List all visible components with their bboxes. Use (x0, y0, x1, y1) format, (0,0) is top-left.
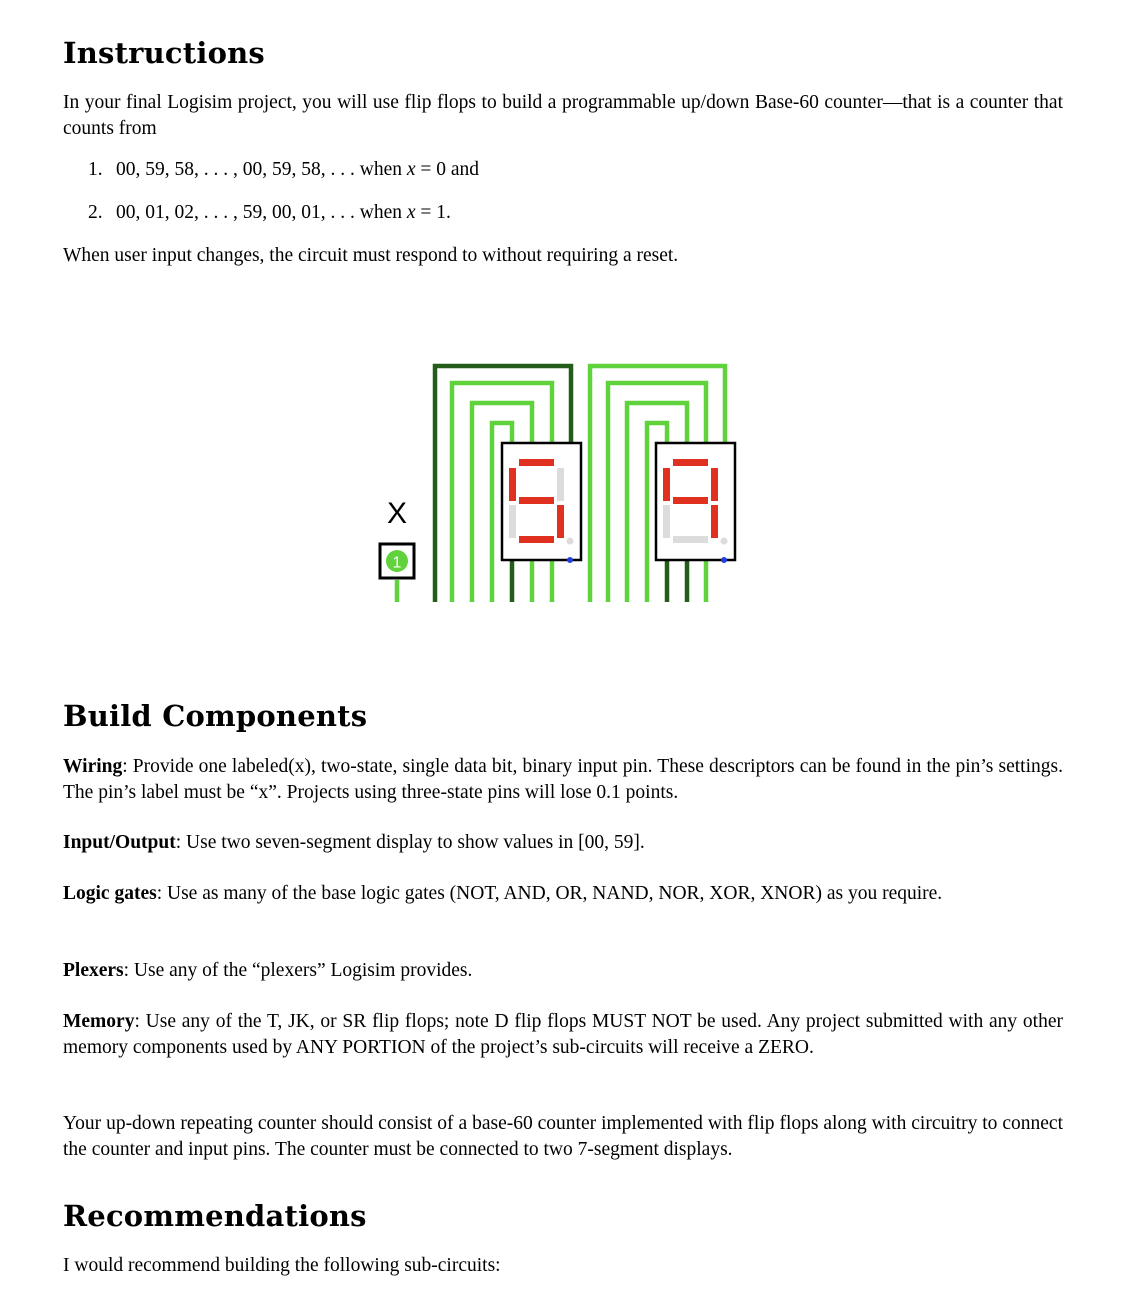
summary-paragraph: Your up-down repeating counter should consist of a base-60 counter implemented with flip flops along with circuitry to connect the counter and input pins. The counter must be connected to two 7-segment displays. (63, 1113, 1063, 1160)
condition: = 0 and (415, 159, 480, 180)
sequence-up: 00, 01, 02, . . . , 59, 00, 01, . . . (116, 202, 355, 223)
logic-paragraph (63, 881, 1063, 907)
segment-dp (567, 538, 574, 545)
segment-f (509, 468, 516, 501)
variable-x: x (406, 202, 416, 223)
segment-g (673, 497, 708, 504)
when-word: when (359, 159, 402, 180)
segment-d (673, 536, 708, 543)
instructions-heading: Instructions (63, 36, 265, 70)
io-text: : Use two seven-segment display to show values in [00, 59]. (175, 832, 645, 853)
io-label: Input/Output (63, 832, 176, 853)
io-paragraph (63, 830, 1063, 856)
segment-a (519, 459, 554, 466)
logic-text: : Use as many of the base logic gates (NOT, AND, OR, NAND, NOR, XOR, XNOR) as you require. (156, 883, 943, 904)
segment-d (519, 536, 554, 543)
memory-paragraph (63, 1009, 1063, 1060)
instructions-after: When user input changes, the circuit must respond to without requiring a reset. (63, 245, 679, 266)
segment-dp (721, 538, 728, 545)
segment-e (663, 505, 670, 538)
pin-label: X (386, 497, 408, 530)
logic-label: Logic gates (63, 883, 157, 904)
variable-x: x (406, 159, 416, 180)
condition: = 1. (415, 202, 451, 223)
when-word: when (359, 202, 402, 223)
memory-label: Memory (63, 1011, 135, 1032)
wiring-paragraph (63, 754, 1063, 805)
list-number: 2. (88, 202, 103, 223)
recommendations-heading: Recommendations (63, 1199, 367, 1233)
sequence-down: 00, 59, 58, . . . , 00, 59, 58, . . . (116, 159, 355, 180)
recommendations-text: I would recommend building the following sub-circuits: (63, 1255, 501, 1276)
segment-e (509, 505, 516, 538)
plexers-paragraph (63, 958, 1063, 984)
plexers-text: : Use any of the “plexers” Logisim provides. (123, 960, 473, 981)
segment-c (711, 505, 718, 538)
segment-b (711, 468, 718, 501)
list-number: 1. (88, 159, 103, 180)
build-heading: Build Components (63, 699, 368, 733)
seven-segment-display-ones (656, 443, 735, 563)
seven-segment-display-tens (502, 443, 581, 563)
dp-pin (721, 557, 727, 563)
plexers-label: Plexers (63, 960, 124, 981)
dp-pin (567, 557, 573, 563)
wiring-label: Wiring (63, 756, 123, 777)
segment-b (557, 468, 564, 501)
instructions-intro: In your final Logisim project, you will use flip flops to build a programmable up/down Base-60 counter—that is a counter that counts from (63, 92, 1063, 139)
segment-g (519, 497, 554, 504)
memory-text: : Use any of the T, JK, or SR flip flops; note D flip flops MUST NOT be used. Any project submitted with any other memory components used by ANY PORTION of the project’s sub-circuits will receive a ZERO. (63, 1011, 1063, 1058)
segment-a (673, 459, 708, 466)
pin-value: 1 (392, 554, 402, 572)
segment-f (663, 468, 670, 501)
segment-c (557, 505, 564, 538)
wiring-text: : Provide one labeled(x), two-state, single data bit, binary input pin. These descriptors can be found in the pin’s settings. The pin’s label must be “x”. Projects using three-state pins will lose 0.1 points. (63, 756, 1063, 803)
